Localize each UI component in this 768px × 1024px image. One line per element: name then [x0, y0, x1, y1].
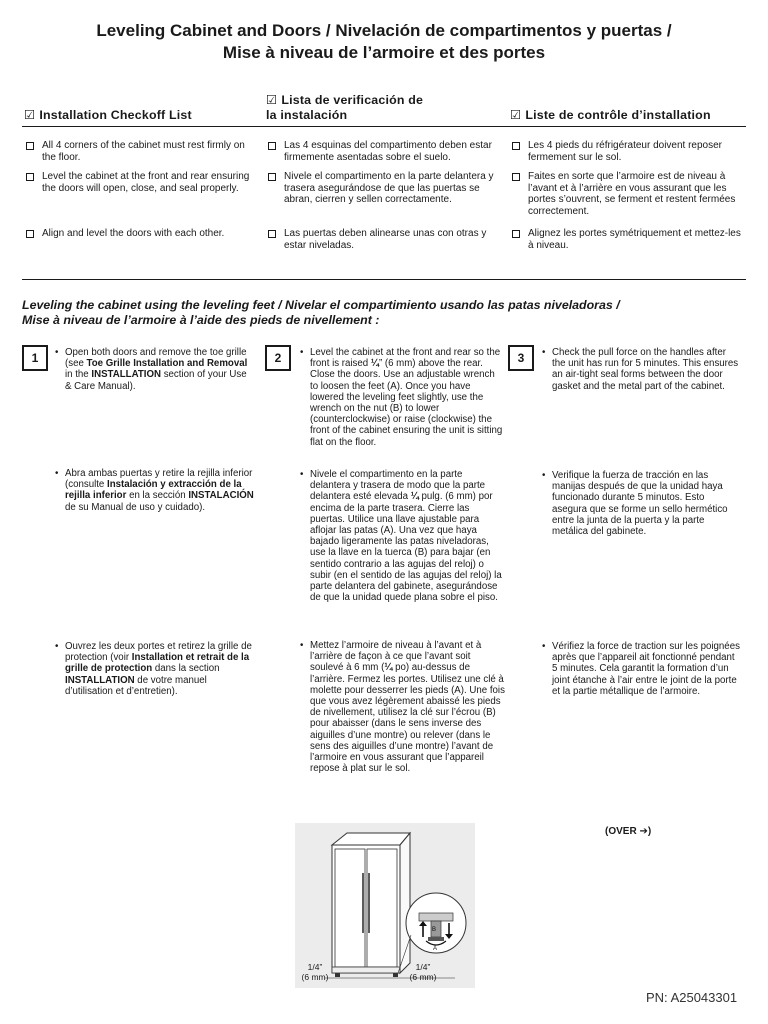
bullet-icon: • — [55, 468, 59, 479]
title-line-2: Mise à niveau de l’armoire et des portes — [222, 43, 546, 62]
checkbox-icon — [512, 142, 520, 150]
checklist-item-fr-1: Les 4 pieds du réfrigérateur doivent reposer fermement sur le sol. — [512, 140, 744, 163]
checklist-item-fr-2: Faites en sorte que l’armoire est de niveau à l’avant et à l’arrière en vous assurant que les portes s’ouvrent, se ferment et restent fermées correctement. — [512, 171, 748, 217]
step1-bullet-en: • Open both doors and remove the toe grille (see Toe Grille Installation and Removal in the INSTALLATION section of your Use & Care Manual). — [55, 347, 248, 392]
checkbox-checked-icon: ☑ — [510, 108, 522, 122]
bullet-icon: • — [55, 641, 59, 652]
step2-bullet-fr: • Mettez l’armoire de niveau à l’avant et à l’arrière de façon à ce que l’avant soit soulevé à 6 mm (¼ po) au-dessus de l’arrière. Fermez les portes. Utilisez une clé à molette pour desserrer les pieds (A). Une fois que vous avez légèrement abaissé les pieds de nivellement, utilisez la clé sur l’écrou (B) pour abaisser (dans le sens inverse des aiguilles d’une montre) ou relever (dans le sens des aiguilles d’une montre) l’avant de l’armoire en vous assurant que l’appareil repose à plat sur le sol. — [300, 640, 505, 775]
bullet-icon: • — [300, 640, 304, 651]
section-title-line-2: Mise à niveau de l’armoire à l’aide des pieds de nivellement : — [22, 313, 380, 327]
checkbox-icon — [26, 142, 34, 150]
right-dimension-label: 1/4” (6 mm) — [409, 962, 437, 982]
bullet-icon: • — [300, 347, 304, 358]
bullet-icon: • — [542, 470, 546, 481]
figure-label-a: A — [433, 946, 438, 952]
checklist-heading-en-text: Installation Checkoff List — [39, 108, 192, 122]
bullet-icon: • — [542, 347, 546, 358]
page-title — [0, 20, 768, 64]
step2-bullet-es: • Nivele el compartimento en la parte delantera y trasera de modo que la parte delantera esté elevada ¼ pulg. (6 mm) por encima de la parte trasera. Cierre las puertas. Utilice una llave ajustable para aflojar las patas (A). Una vez que haya bajado ligeramente las patas niveladoras, use la llave en la tuerca (B) para bajar (en sentido contrario a las agujas del reloj) o subir (en el sentido de las agujas del reloj) la parte delantera del gabinete, asegurándose de que la unidad quede plana sobre el piso. — [300, 469, 502, 604]
step-number-3: 3 — [508, 345, 534, 371]
checkbox-icon — [512, 230, 520, 238]
section-title — [22, 298, 742, 328]
title-line-1: Leveling Cabinet and Doors / Nivelación de compartimentos y puertas / — [96, 21, 672, 40]
checklist-divider — [22, 126, 746, 127]
step1-bullet-es: • Abra ambas puertas y retire la rejilla inferior (consulte Instalación y extracción de la rejilla inferior en la sección INSTALACIÓN de su Manual de uso y cuidado). — [55, 468, 254, 513]
checkbox-icon — [26, 230, 34, 238]
leveling-figure — [295, 823, 475, 988]
checklist-item-fr-3: Alignez les portes symétriquement et mettez-les à niveau. — [512, 228, 742, 251]
step3-bullet-fr: • Vérifiez la force de traction sur les poignées après que l’appareil ait fonctionné pendant 5 minutes. Cela garantit la formation d’un joint étanche à l’air entre le joint de la porte et la partie métallique de l’armoire. — [542, 641, 740, 697]
checkbox-checked-icon: ☑ — [266, 93, 278, 107]
checklist-heading-es-line2: la instalación — [266, 108, 348, 122]
step-number-2: 2 — [265, 345, 291, 371]
checklist-item-en-3: Align and level the doors with each other. — [26, 228, 261, 240]
checkbox-icon — [512, 173, 520, 181]
section-divider — [22, 279, 746, 280]
step3-bullet-es: • Verifique la fuerza de tracción en las manijas después de que la unidad haya funcionado durante 5 minutos. Esto asegura que se forme un sello hermético entre la junta de la puerta y la parte metálica del gabinete. — [542, 470, 728, 538]
checkbox-icon — [268, 173, 276, 181]
bullet-icon: • — [542, 641, 546, 652]
checklist-item-es-2: Nivele el compartimento en la parte delantera y trasera asegurándose de que las puertas se abran, cierren y sellen correctamente. — [268, 171, 498, 206]
step2-bullet-en: • Level the cabinet at the front and rear so the front is raised ¼” (6 mm) above the rear. Close the doors. Use an adjustable wrench to loosen the feet (A). Once you have lowered the leveling feet slightly, use the wrench on the nut (B) to lower (counterclockwise) or raise (clockwise) the front of the cabinet ensuring the unit is sitting flat on the floor. — [300, 347, 503, 448]
checklist-heading-fr-text: Liste de contrôle d’installation — [525, 108, 711, 122]
checkbox-icon — [268, 142, 276, 150]
checkbox-checked-icon: ☑ — [24, 108, 36, 122]
checklist-heading-es — [266, 93, 423, 123]
bullet-icon: • — [55, 347, 59, 358]
checkbox-icon — [26, 173, 34, 181]
checkbox-icon — [268, 230, 276, 238]
checklist-heading-es-line1: Lista de verificación de — [281, 93, 424, 107]
checklist-item-es-1: Las 4 esquinas del compartimento deben estar firmemente asentadas sobre el suelo. — [268, 140, 506, 163]
bullet-icon: • — [300, 469, 304, 480]
checklist-heading-en — [24, 108, 192, 123]
section-title-line-1: Leveling the cabinet using the leveling feet / Nivelar el compartimiento usando las patas niveladoras / — [22, 298, 620, 312]
step1-bullet-fr: • Ouvrez les deux portes et retirez la grille de protection (voir Installation et retrait de la grille de protection dans la section INSTALLATION de votre manuel d’utilisation et d’entretien). — [55, 641, 252, 697]
checklist-item-en-1: All 4 corners of the cabinet must rest firmly on the floor. — [26, 140, 251, 163]
step3-bullet-en: • Check the pull force on the handles after the unit has run for 5 minutes. This ensures an air-tight seal forms between the door gasket and the metal part of the cabinet. — [542, 347, 739, 392]
checklist-heading-fr — [510, 108, 711, 123]
left-dimension-label: 1/4” (6 mm) — [301, 962, 329, 982]
part-number: PN: A25043301 — [646, 990, 738, 1005]
checklist-item-en-2: Level the cabinet at the front and rear ensuring the doors will open, close, and seal properly. — [26, 171, 251, 194]
figure-label-b: B — [432, 927, 437, 933]
checklist-item-es-3: Las puertas deben alinearse unas con otras y estar niveladas. — [268, 228, 506, 251]
over-indicator: (OVER ➔) — [605, 826, 652, 837]
step-number-1: 1 — [22, 345, 48, 371]
